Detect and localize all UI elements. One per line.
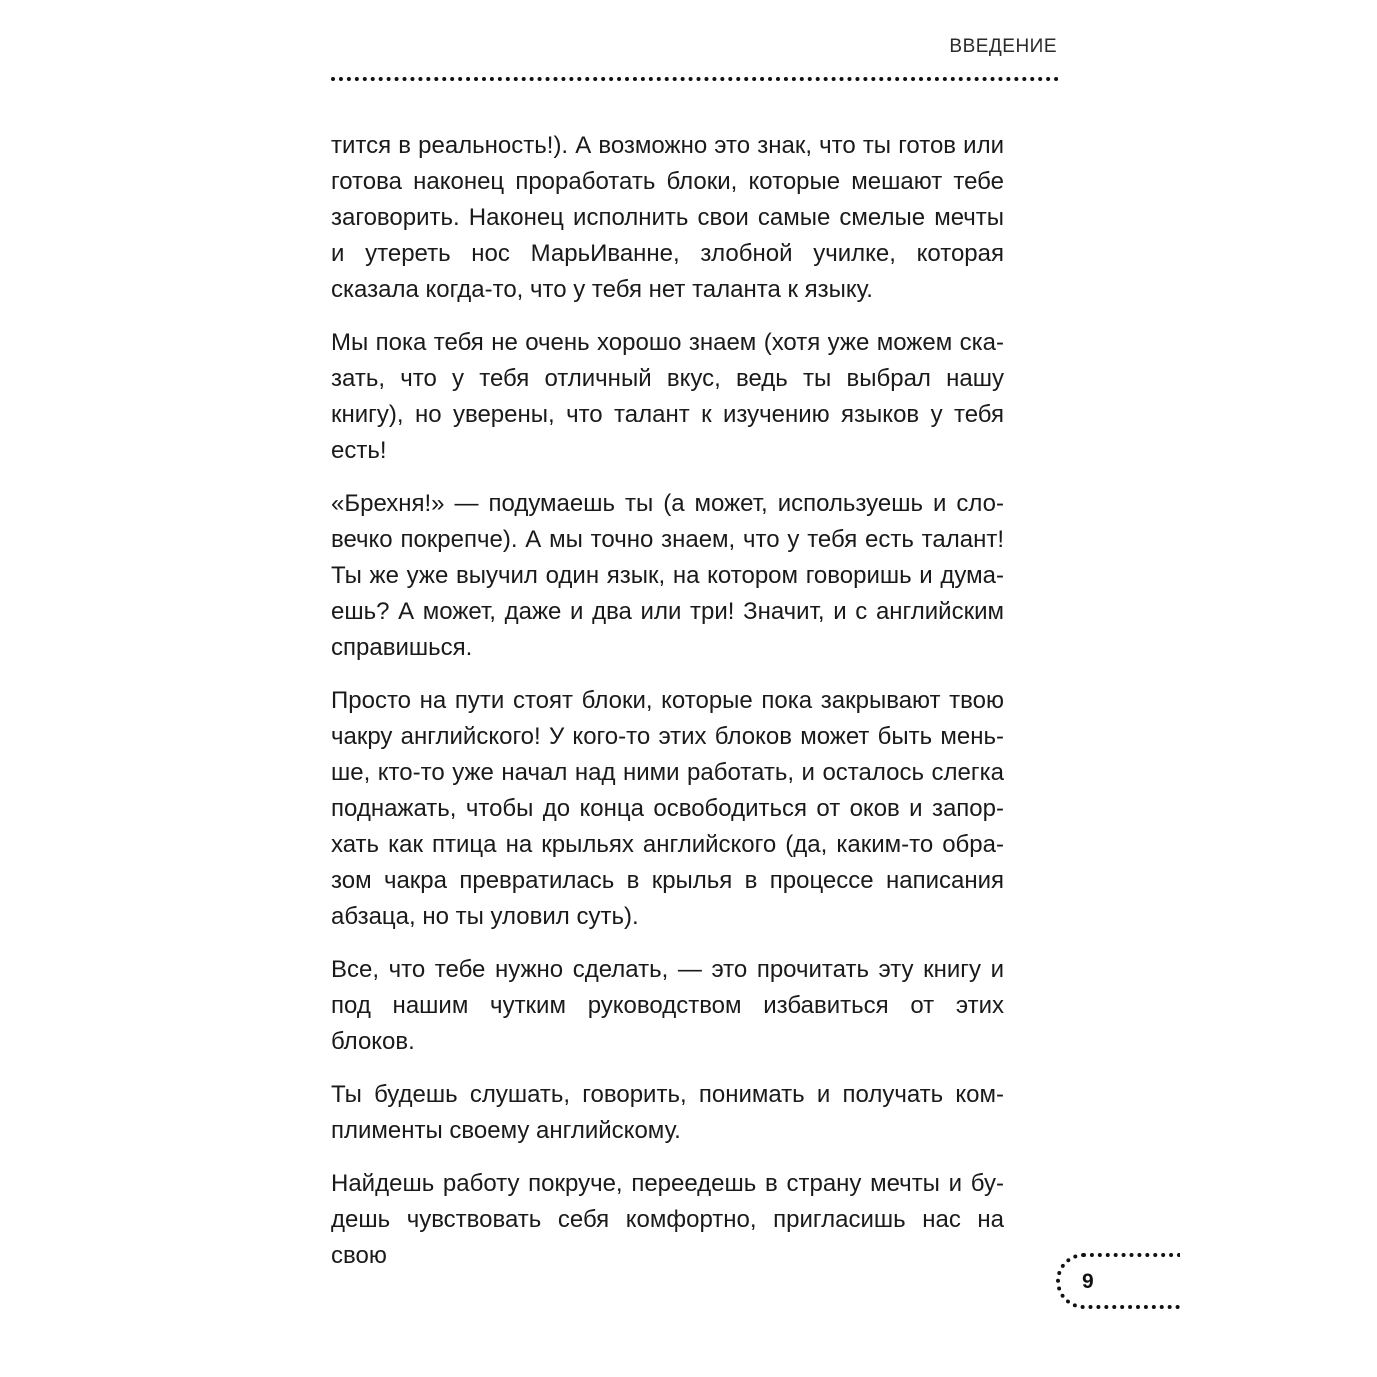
paragraph: Найдешь работу покруче, переедешь в страну мечты и будешь чувствовать себя комфортно, пригласишь нас на свою: [331, 1170, 1004, 1269]
paragraph: «Брехня!» — подумаешь ты (а может, используешь и словечко покрепче). А мы точно знаем, что у тебя есть талант! Ты же уже выучил один язык, на котором говоришь и думаешь? А может, даже и два или три! Значит, и с английским справишься.: [331, 490, 1004, 661]
page-number-tab: [1056, 1253, 1180, 1309]
paragraph: Ты будешь слушать, говорить, понимать и получать комплименты своему английскому.: [331, 1081, 1004, 1144]
header-dotted-rule: [331, 77, 1059, 81]
paragraph: Все, что тебе нужно сделать, — это прочитать эту книгу и под нашим чутким руководством избавиться от этих блоков.: [331, 956, 1004, 1055]
paragraph: Мы пока тебя не очень хорошо знаем (хотя уже можем сказать, что у тебя отличный вкус, ведь ты выбрал нашу книгу), но уверены, что талант к изучению языков у тебя есть!: [331, 329, 1004, 464]
page-number: 9: [1082, 1270, 1094, 1293]
body-text: [331, 128, 1004, 1291]
running-head: ВВЕДЕНИЕ: [949, 36, 1057, 57]
paragraph: тится в реальность!). А возможно это знак, что ты готов или готова наконец проработать блоки, которые мешают тебе заговорить. Наконец исполнить свои самые смелые мечты и утереть нос МарьИванне, злобной училке, которая сказала когда-то, что у тебя нет таланта к языку.: [331, 132, 1004, 303]
paragraph: Просто на пути стоят блоки, которые пока закрывают твою чакру английского! У кого-то этих блоков может быть меньше, кто-то уже начал над ними работать, и осталось слегка поднажать, чтобы до конца освободиться от оков и запорхать как птица на крыльях английского (да, каким-то образом чакра превратилась в крылья в процессе написания абзаца, но ты уловил суть).: [331, 687, 1004, 930]
